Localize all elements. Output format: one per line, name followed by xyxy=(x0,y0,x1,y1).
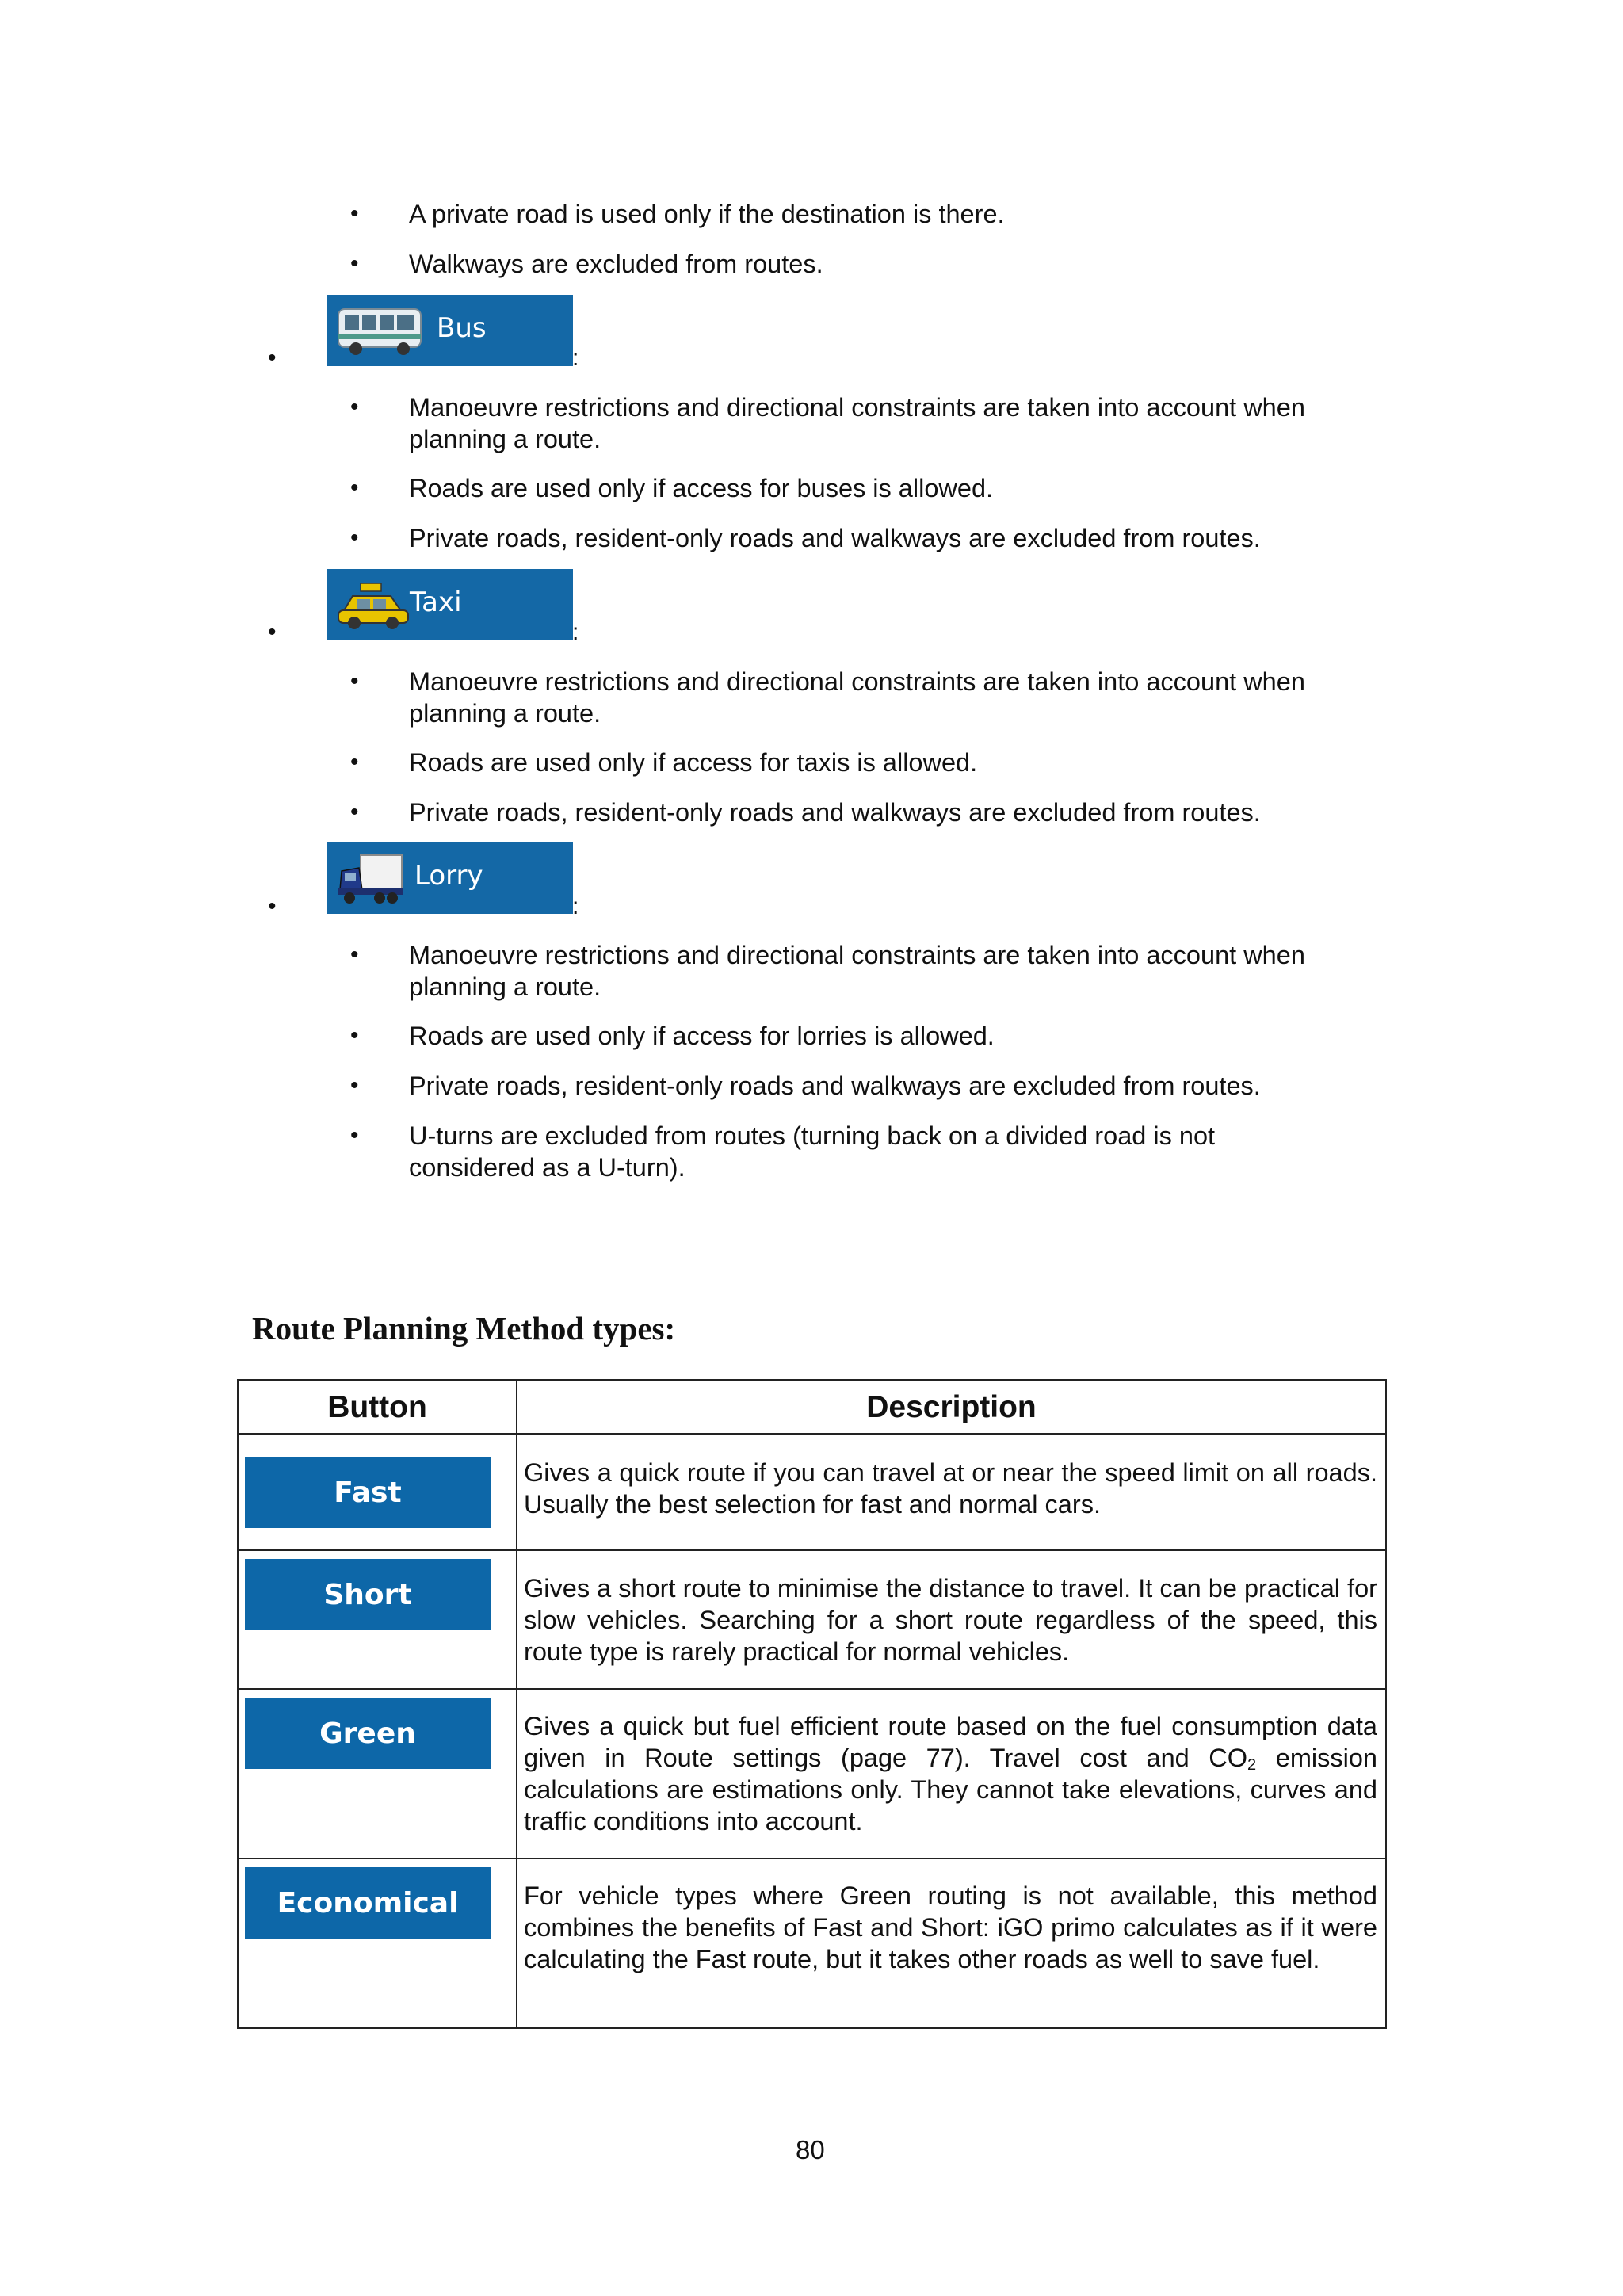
bus-icon xyxy=(335,301,430,361)
bus-button[interactable] xyxy=(327,295,573,366)
colon: : xyxy=(572,619,579,645)
list-item: Private roads, resident-only roads and walkways are excluded from routes. xyxy=(409,1072,1261,1100)
bullet-dot xyxy=(268,891,277,923)
bullet-dot xyxy=(350,1120,359,1152)
row-description: Gives a quick route if you can travel at or near the speed limit on all roads. Usually the best selection for fast and normal cars. xyxy=(524,1458,1377,1519)
list-item: Manoeuvre restrictions and directional constraints are taken into account when planning a route. xyxy=(409,941,1305,1001)
colon: : xyxy=(572,345,579,371)
bullet-dot xyxy=(350,1070,359,1102)
section-heading: Route Planning Method types: xyxy=(252,1310,676,1347)
bullet-dot xyxy=(350,392,359,423)
list-item: Private roads, resident-only roads and walkways are excluded from routes. xyxy=(409,798,1261,827)
bullet-dot xyxy=(350,747,359,778)
row-description: For vehicle types where Green routing is not available, this method combines the benefits of Fast and Short: iGO primo calculates as if it were calculating the Fast route, but it takes other roads as well to save fuel. xyxy=(524,1881,1377,1973)
bullet-dot xyxy=(268,617,277,648)
lorry-label: Lorry xyxy=(414,860,483,892)
list-item: Roads are used only if access for taxis is allowed. xyxy=(409,748,978,777)
page-number: 80 xyxy=(796,2135,825,2164)
bullet-dot xyxy=(350,472,359,504)
column-header-description: Description xyxy=(866,1390,1037,1424)
row-description: Gives a quick but fuel efficient route based on the fuel consumption data given in Route settings (page 77). Travel cost and $CO_2$ emission calculations are estimations only. They cannot take elevations, curves and traffic conditions into account. xyxy=(524,1712,1377,1836)
bullet-dot xyxy=(350,198,359,230)
bus-label: Bus xyxy=(437,312,487,344)
bullet-dot xyxy=(350,522,359,554)
colon: : xyxy=(572,893,579,919)
list-item: U-turns are excluded from routes (turning back on a divided road is not considered as a U-turn). xyxy=(409,1121,1216,1182)
row-description: Gives a short route to minimise the distance to travel. It can be practical for slow vehicles. Searching for a short route regardless of the speed, this route type is rarely practical for normal vehicles. xyxy=(524,1574,1377,1666)
economical-button[interactable]: Economical xyxy=(245,1867,491,1939)
lorry-icon xyxy=(335,849,407,909)
bullet-dot xyxy=(350,1020,359,1052)
list-item: Roads are used only if access for lorries is allowed. xyxy=(409,1022,995,1050)
lorry-button[interactable] xyxy=(327,842,573,914)
taxi-button[interactable] xyxy=(327,569,573,640)
bullet-dot xyxy=(350,666,359,697)
bullet-dot xyxy=(350,939,359,971)
bullet-dot xyxy=(268,342,277,374)
list-item: Roads are used only if access for buses is allowed. xyxy=(409,474,994,502)
list-item: Manoeuvre restrictions and directional constraints are taken into account when planning a route. xyxy=(409,667,1305,728)
green-button[interactable]: Green xyxy=(245,1698,491,1769)
column-header-button: Button xyxy=(327,1390,427,1424)
fast-button[interactable]: Fast xyxy=(245,1457,491,1528)
short-button[interactable]: Short xyxy=(245,1559,491,1630)
list-item: Private roads, resident-only roads and walkways are excluded from routes. xyxy=(409,524,1261,552)
taxi-label: Taxi xyxy=(410,586,462,618)
list-item: Manoeuvre restrictions and directional constraints are taken into account when planning a route. xyxy=(409,393,1305,453)
list-item: A private road is used only if the destination is there. xyxy=(409,200,1005,228)
bullet-dot xyxy=(350,797,359,828)
taxi-icon xyxy=(335,575,414,636)
list-item: Walkways are excluded from routes. xyxy=(409,250,823,278)
bullet-dot xyxy=(350,248,359,280)
